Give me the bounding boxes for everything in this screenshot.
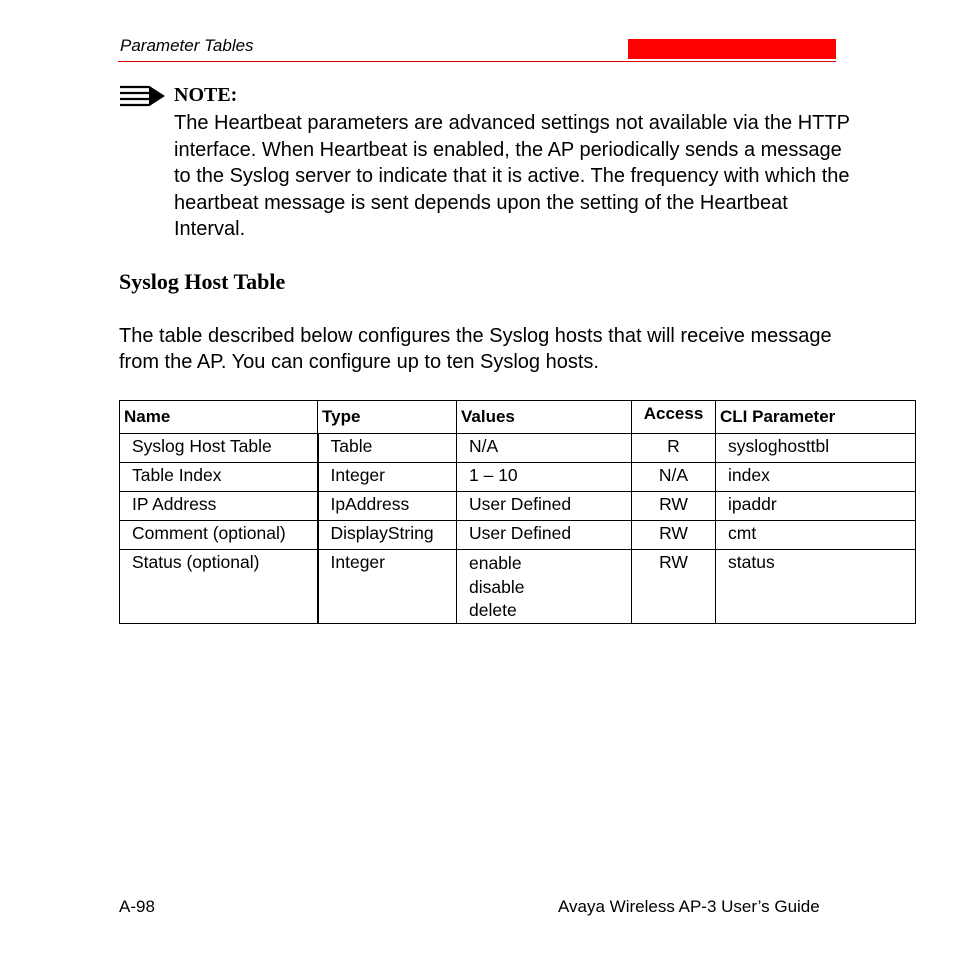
cell-cli: sysloghosttbl [716,434,916,463]
cell-access: RW [632,550,716,624]
value-option: delete [469,600,517,620]
cell-access: RW [632,492,716,521]
cell-values: User Defined [457,521,632,550]
cell-name: Comment (optional) [120,521,318,550]
value-option: disable [469,576,525,597]
table-header-row [120,401,916,434]
column-header: Name [120,401,318,434]
cell-values: User Defined [457,492,632,521]
cell-type: Integer [318,463,457,492]
cell-type: Integer [318,550,457,624]
value-option: enable [469,553,522,573]
parameter-table [119,400,916,624]
table-row [120,550,916,624]
cell-cli: ipaddr [716,492,916,521]
cell-access: RW [632,521,716,550]
cell-name: Syslog Host Table [120,434,318,463]
cell-type: Table [318,434,457,463]
running-header-title: Parameter Tables [120,36,254,55]
column-header: CLI Parameter [716,401,916,434]
column-header: Values [457,401,632,434]
intro-paragraph: The table described below configures the Syslog hosts that will receive message from the AP. You can configure up to ten Syslog hosts. [119,325,832,373]
column-header: Access [632,401,716,434]
note-body: The Heartbeat parameters are advanced settings not available via the HTTP interface. When Heartbeat is enabled, the AP periodically sends a message to the Syslog server to indicate that it is active. The frequency with which the heartbeat message is sent depends upon the setting of the Heartbeat Interval. [174,112,850,240]
column-header: Type [318,401,457,434]
guide-title: Avaya Wireless AP-3 User’s Guide [558,897,820,916]
cell-name: IP Address [120,492,318,521]
table-row [120,434,916,463]
cell-values [457,550,632,624]
table-row [120,492,916,521]
header-accent-bar [628,39,836,59]
section-heading: Syslog Host Table [119,269,286,294]
cell-name: Table Index [120,463,318,492]
cell-cli: cmt [716,521,916,550]
cell-cli: index [716,463,916,492]
cell-access: N/A [632,463,716,492]
note-arrow-icon [119,84,165,108]
table-row [120,463,916,492]
header-rule [118,61,836,62]
cell-values: 1 – 10 [457,463,632,492]
cell-type: IpAddress [318,492,457,521]
cell-access: R [632,434,716,463]
note-label: NOTE: [174,84,238,106]
cell-name: Status (optional) [120,550,318,624]
cell-type: DisplayString [318,521,457,550]
cell-cli: status [716,550,916,624]
table-row [120,521,916,550]
cell-values: N/A [457,434,632,463]
page-number: A-98 [119,897,155,916]
